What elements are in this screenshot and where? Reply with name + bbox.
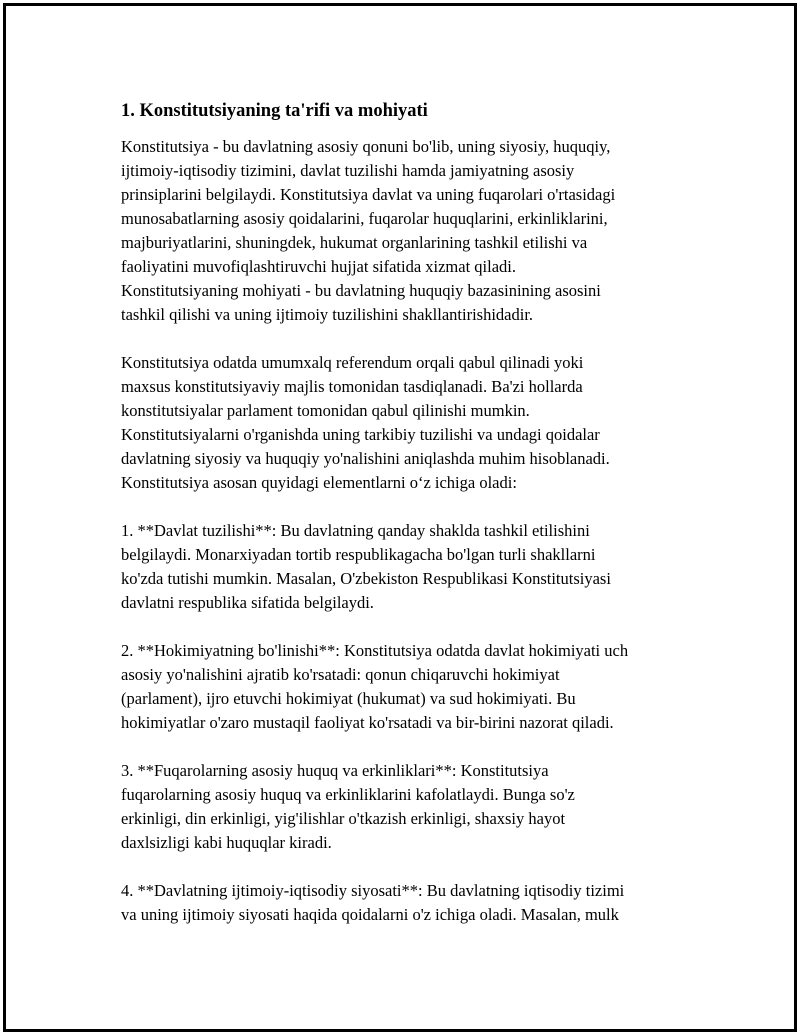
text-line: majburiyatlarini, shuningdek, hukumat organlarining tashkil etilishi va <box>121 233 588 252</box>
text-line: Konstitutsiya - bu davlatning asosiy qonuni bo'lib, uning siyosiy, huquqiy, <box>121 137 611 156</box>
section-heading: 1. Konstitutsiyaning ta'rifi va mohiyati <box>121 101 428 121</box>
text-line: fuqarolarning asosiy huquq va erkinliklarini kafolatlaydi. Bunga so'z <box>121 785 575 804</box>
text-line: asosiy yo'nalishini ajratib ko'rsatadi: qonun chiqaruvchi hokimiyat <box>121 665 560 684</box>
text-line: tashkil qilishi va uning ijtimoiy tuzilishini shakllantirishidadir. <box>121 305 534 324</box>
text-line: maxsus konstitutsiyaviy majlis tomonidan tasdiqlanadi. Ba'zi hollarda <box>121 377 583 396</box>
document-page <box>3 3 797 1032</box>
text-line: davlatni respublika sifatida belgilaydi. <box>121 593 374 612</box>
text-line: faoliyatini muvofiqlashtiruvchi hujjat sifatida xizmat qiladi. <box>121 257 516 276</box>
paragraph-adoption <box>121 351 696 495</box>
document-content <box>121 99 696 951</box>
text-line: 2. **Hokimiyatning bo'linishi**: Konstitutsiya odatda davlat hokimiyati uch <box>121 641 629 660</box>
text-line: ijtimoiy-iqtisodiy tizimini, davlat tuzilishi hamda jamiyatning asosiy <box>121 161 575 180</box>
text-line: erkinligi, din erkinligi, yig'ilishlar o'tkazish erkinligi, shaxsiy hayot <box>121 809 566 828</box>
list-item-state-structure <box>121 519 696 615</box>
text-line: Konstitutsiya odatda umumxalq referendum orqali qabul qilinadi yoki <box>121 353 584 372</box>
text-line: daxlsizligi kabi huquqlar kiradi. <box>121 833 332 852</box>
text-line: konstitutsiyalar parlament tomonidan qabul qilinishi mumkin. <box>121 401 530 420</box>
text-line: Konstitutsiyaning mohiyati - bu davlatning huquqiy bazasinining asosini <box>121 281 601 300</box>
list-item-socio-economic-policy <box>121 879 696 927</box>
paragraph-definition <box>121 135 696 327</box>
text-line: hokimiyatlar o'zaro mustaqil faoliyat ko'rsatadi va bir-birini nazorat qiladi. <box>121 713 614 732</box>
list-item-citizen-rights <box>121 759 696 855</box>
text-line: prinsiplarini belgilaydi. Konstitutsiya davlat va uning fuqarolari o'rtasidagi <box>121 185 616 204</box>
text-line: 1. **Davlat tuzilishi**: Bu davlatning qanday shaklda tashkil etilishini <box>121 521 590 540</box>
text-line: 3. **Fuqarolarning asosiy huquq va erkinliklari**: Konstitutsiya <box>121 761 549 780</box>
text-line: davlatning siyosiy va huquqiy yo'nalishini aniqlashda muhim hisoblanadi. <box>121 449 610 468</box>
text-line: ko'zda tutishi mumkin. Masalan, O'zbekiston Respublikasi Konstitutsiyasi <box>121 569 611 588</box>
text-line: belgilaydi. Monarxiyadan tortib respublikagacha bo'lgan turli shakllarni <box>121 545 596 564</box>
text-line: 4. **Davlatning ijtimoiy-iqtisodiy siyosati**: Bu davlatning iqtisodiy tizimi <box>121 881 625 900</box>
text-line: Konstitutsiya asosan quyidagi elementlarni o‘z ichiga oladi: <box>121 473 517 492</box>
text-line: va uning ijtimoiy siyosati haqida qoidalarni o'z ichiga oladi. Masalan, mulk <box>121 905 619 924</box>
text-line: (parlament), ijro etuvchi hokimiyat (hukumat) va sud hokimiyati. Bu <box>121 689 576 708</box>
text-line: Konstitutsiyalarni o'rganishda uning tarkibiy tuzilishi va undagi qoidalar <box>121 425 600 444</box>
text-line: munosabatlarning asosiy qoidalarini, fuqarolar huquqlarini, erkinliklarini, <box>121 209 608 228</box>
list-item-separation-of-powers <box>121 639 696 735</box>
